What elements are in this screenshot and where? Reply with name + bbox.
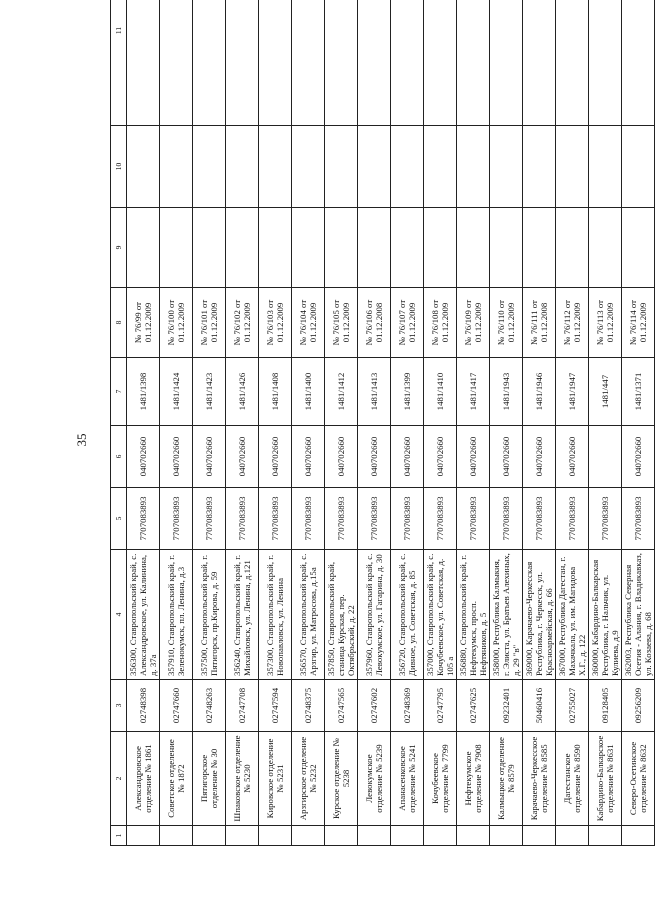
row-number-cell [523,826,556,846]
row-number-cell [589,826,622,846]
kpp-cell: 040702660 [457,426,490,488]
column-11-cell [160,0,193,126]
page-number: 35 [74,433,89,447]
column-10-cell [622,126,655,208]
address-cell: 356300, Ставропольский край, с. Александровское, ул. Калинина, д. 37а [127,550,160,680]
table-row [193,0,226,846]
column-9-cell [259,208,292,288]
column-11-cell [325,0,358,126]
column-11-cell [193,0,226,126]
okpo-code-cell: 02747795 [424,680,457,732]
okpo-code-cell: 02748263 [193,680,226,732]
kpp-cell: 040702660 [325,426,358,488]
column-11-cell [226,0,259,126]
column-11-cell [457,0,490,126]
order-cell: № 76/107 от 01.12.2009 [391,288,424,358]
order-cell: № 76/111 от 01.12.2008 [523,288,556,358]
inn-cell: 7707083893 [160,488,193,550]
inn-cell: 7707083893 [556,488,589,550]
branch-name-cell: Левокумское отделение № 5239 [358,732,391,826]
branch-name-cell: Нефтекумское отделение № 7908 [457,732,490,826]
registration-number-cell: 1481/1946 [523,358,556,426]
column-9-cell [556,208,589,288]
table-row [127,0,160,846]
table-row [226,0,259,846]
branch-name-cell: Шпаковское отделение № 5230 [226,732,259,826]
order-cell: № 76/109 от 01.12.2009 [457,288,490,358]
branch-name-cell: Дагестанское отделение № 8590 [556,732,589,826]
row-number-cell [358,826,391,846]
column-header: 6 [111,426,127,488]
table-row [523,0,556,846]
column-9-cell [523,208,556,288]
kpp-cell: 040702660 [490,426,523,488]
okpo-code-cell: 50460416 [523,680,556,732]
column-9-cell [325,208,358,288]
column-10-cell [292,126,325,208]
kpp-cell: 040702660 [424,426,457,488]
registration-number-cell: 1481/1426 [226,358,259,426]
registration-number-cell: 1481/1410 [424,358,457,426]
kpp-cell: 040702660 [127,426,160,488]
okpo-code-cell: 09232401 [490,680,523,732]
inn-cell: 7707083893 [358,488,391,550]
column-9-cell [589,208,622,288]
address-cell: 356570, Ставропольский край, с. Арзгир, ул. Матросова, д.15а [292,550,325,680]
branch-name-cell: Апанасенковское отделение № 5241 [391,732,424,826]
table-row [292,0,325,846]
inn-cell: 7707083893 [226,488,259,550]
column-9-cell [292,208,325,288]
branch-name-cell: Карачаево-Черкесское отделение № 8585 [523,732,556,826]
column-header: 8 [111,288,127,358]
column-11-cell [556,0,589,126]
row-number-cell [259,826,292,846]
row-number-cell [556,826,589,846]
column-11-cell [490,0,523,126]
okpo-code-cell: 02747565 [325,680,358,732]
kpp-cell: 040702660 [556,426,589,488]
kpp-cell: 040702660 [622,426,655,488]
order-cell: № 76/114 от 01.12.2009 [622,288,655,358]
order-cell: № 76/103 от 01.12.2009 [259,288,292,358]
column-10-cell [391,126,424,208]
inn-cell: 7707083893 [589,488,622,550]
column-10-cell [424,126,457,208]
column-11-cell [424,0,457,126]
table-row [490,0,523,846]
column-11-cell [127,0,160,126]
order-cell: № 76/113 от 01.12.2009 [589,288,622,358]
column-9-cell [226,208,259,288]
column-11-cell [292,0,325,126]
inn-cell: 7707083893 [457,488,490,550]
inn-cell: 7707083893 [391,488,424,550]
order-cell: № 76/102 от 01.12.2009 [226,288,259,358]
kpp-cell: 040702660 [523,426,556,488]
okpo-code-cell: 02748375 [292,680,325,732]
column-10-cell [193,126,226,208]
registration-number-cell: 1481/1398 [127,358,160,426]
order-cell: № 76/112 от 01.12.2009 [556,288,589,358]
registration-number-cell: 1481/1371 [622,358,655,426]
table-row [589,0,622,846]
branch-name-cell: Калмыцкое отделение № 8579 [490,732,523,826]
column-10-cell [358,126,391,208]
table-row [259,0,292,846]
column-11-cell [259,0,292,126]
kpp-cell: 040702660 [226,426,259,488]
column-11-cell [358,0,391,126]
column-10-cell [160,126,193,208]
registration-number-cell: 1481/1413 [358,358,391,426]
okpo-code-cell: 02755027 [556,680,589,732]
okpo-code-cell: 02747660 [160,680,193,732]
table-row [622,0,655,846]
okpo-code-cell: 09256209 [622,680,655,732]
inn-cell: 7707083893 [424,488,457,550]
column-header: 10 [111,126,127,208]
branch-name-cell: Кировское отделение № 5231 [259,732,292,826]
kpp-cell: 040702660 [193,426,226,488]
column-10-cell [259,126,292,208]
kpp-cell [589,426,622,488]
column-header: 9 [111,208,127,288]
column-9-cell [193,208,226,288]
inn-cell: 7707083893 [259,488,292,550]
order-cell: № 76/99 от 01.12.2009 [127,288,160,358]
registration-number-cell: 1481/1417 [457,358,490,426]
registration-number-cell: 1481/1400 [292,358,325,426]
table-row [424,0,457,846]
registration-number-cell: 1481/1399 [391,358,424,426]
row-number-cell [424,826,457,846]
address-cell: 360000, Кабардино-Балкарская Республика, г. Нальчик, ул. Кулиева, д.9 [589,550,622,680]
branch-name-cell: Советское отделение № 1872 [160,732,193,826]
column-header: 3 [111,680,127,732]
table-row [457,0,490,846]
row-number-cell [127,826,160,846]
okpo-code-cell: 02747594 [259,680,292,732]
order-cell: № 76/100 от 01.12.2009 [160,288,193,358]
column-header: 7 [111,358,127,426]
row-number-cell [193,826,226,846]
registration-number-cell: 1481/1943 [490,358,523,426]
row-number-cell [292,826,325,846]
table-row [391,0,424,846]
address-cell: 356720, Ставропольский край, с. Дивное, ул. Советская, д. 85 [391,550,424,680]
inn-cell: 7707083893 [325,488,358,550]
column-9-cell [622,208,655,288]
order-cell: № 76/105 от 01.12.2009 [325,288,358,358]
okpo-code-cell: 02748369 [391,680,424,732]
column-header: 2 [111,732,127,826]
column-9-cell [490,208,523,288]
column-10-cell [226,126,259,208]
address-cell: 369000, Карачаево-Черкесская Республика, г. Черкесск, ул. Красноармейская, д. 66 [523,550,556,680]
column-10-cell [556,126,589,208]
address-cell: 357960, Ставропольский край, с. Левокумское, ул. Гагарина, д. 30 [358,550,391,680]
kpp-cell: 040702660 [358,426,391,488]
inn-cell: 7707083893 [622,488,655,550]
row-number-cell [226,826,259,846]
address-cell: 356880, Ставропольский край, г. Нефтекумск, просп. Нефтяников, д. 5 [457,550,490,680]
address-cell: 362003, Республика Северная Осетия - Алания, г. Владикавказ, ул. Козаева, д. 68 [622,550,655,680]
okpo-code-cell: 09128405 [589,680,622,732]
inn-cell: 7707083893 [127,488,160,550]
column-10-cell [325,126,358,208]
column-10-cell [457,126,490,208]
okpo-code-cell: 02747625 [457,680,490,732]
branch-name-cell: Арзгирское отделение № 5232 [292,732,325,826]
registration-number-cell: 1481/447 [589,358,622,426]
address-cell: 358000, Республика Калмыкия, г. Элиста, ул. Братьев Алехиных, д. 29 "в" [490,550,523,680]
address-cell: 367000, Республика Дагестан, г. Махачкала, ул. им. Магидова Х.Г., д. 122 [556,550,589,680]
registration-number-cell: 1481/1412 [325,358,358,426]
inn-cell: 7707083893 [193,488,226,550]
address-cell: 357910, Ставропольский край, г. Зеленокумск, пл. Ленина, д.3 [160,550,193,680]
kpp-cell: 040702660 [259,426,292,488]
address-cell: 357850, Ставропольский край, станица Курская, пер. Октябрьский, д. 22 [325,550,358,680]
address-cell: 357300, Ставропольский край, г. Новопавловск, ул. Ленина [259,550,292,680]
branch-registry-table [110,0,655,846]
registration-number-cell: 1481/1424 [160,358,193,426]
branch-name-cell: Северо-Осетинское отделение № 8632 [622,732,655,826]
column-11-cell [589,0,622,126]
registration-number-cell: 1481/1947 [556,358,589,426]
column-9-cell [127,208,160,288]
okpo-code-cell: 02747708 [226,680,259,732]
address-cell: 357500, Ставропольский край, г. Пятигорск, пр.Кирова, д. 59 [193,550,226,680]
address-cell: 357000, Ставропольский край, с. Кочубеевское, ул. Советская, д. 105 а [424,550,457,680]
column-header: 5 [111,488,127,550]
column-9-cell [391,208,424,288]
branch-name-cell: Пятигорское отделение № 30 [193,732,226,826]
order-cell: № 76/110 от 01.12.2009 [490,288,523,358]
row-number-cell [325,826,358,846]
column-header: 1 [111,826,127,846]
column-11-cell [622,0,655,126]
table-row [325,0,358,846]
branch-name-cell: Курское отделение № 5238 [325,732,358,826]
kpp-cell: 040702660 [160,426,193,488]
registration-number-cell: 1481/1423 [193,358,226,426]
order-cell: № 76/106 от 01.12.2008 [358,288,391,358]
row-number-cell [490,826,523,846]
inn-cell: 7707083893 [523,488,556,550]
address-cell: 356240, Ставропольский край, г. Михайловск, ул. Ленина, д.121 [226,550,259,680]
branch-name-cell: Кабардино-Балкарское отделение № 8631 [589,732,622,826]
column-header: 11 [111,0,127,126]
branch-name-cell: Кочубеевское отделение № 7799 [424,732,457,826]
registration-number-cell: 1481/1408 [259,358,292,426]
inn-cell: 7707083893 [292,488,325,550]
table-row [358,0,391,846]
row-number-cell [457,826,490,846]
okpo-code-cell: 02747602 [358,680,391,732]
row-number-cell [622,826,655,846]
header-row [111,0,127,846]
order-cell: № 76/104 от 01.12.2009 [292,288,325,358]
column-header: 4 [111,550,127,680]
row-number-cell [160,826,193,846]
inn-cell: 7707083893 [490,488,523,550]
column-11-cell [523,0,556,126]
rotated-table-container [110,26,653,846]
kpp-cell: 040702660 [391,426,424,488]
order-cell: № 76/101 от 01.12.2009 [193,288,226,358]
branch-name-cell: Александровское отделение № 1861 [127,732,160,826]
column-10-cell [127,126,160,208]
column-11-cell [391,0,424,126]
okpo-code-cell: 02748398 [127,680,160,732]
column-9-cell [457,208,490,288]
column-9-cell [424,208,457,288]
column-9-cell [358,208,391,288]
table-row [160,0,193,846]
row-number-cell [391,826,424,846]
column-10-cell [490,126,523,208]
column-9-cell [160,208,193,288]
column-10-cell [589,126,622,208]
kpp-cell: 040702660 [292,426,325,488]
table-row [556,0,589,846]
column-10-cell [523,126,556,208]
order-cell: № 76/108 от 01.12.2009 [424,288,457,358]
